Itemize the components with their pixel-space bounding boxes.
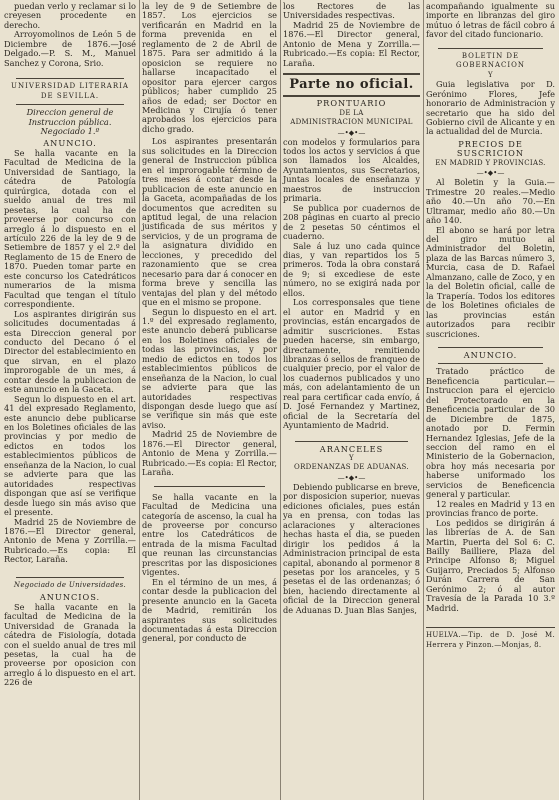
col2-paragraph: Los aspirantes presentarán sus solicitudes en la Direccion general de Instruccion pública en el improrogable término de tres meses á contar desde la publicacion de este anuncio en la Gaceta, acompañadas de los documentos que acrediten su aptitud legal, de una relacion justificada de sus méritos y servicios, y de un programa de la asignatura dividido en lecciones, y precedido del razonamiento que se crea necesario para dar á conocer en forma breve y sencilla las ventajas del plan y del método que en el mismo se propone.: [142, 136, 277, 308]
col2-paragraph: En el término de un mes, á contar desde la publicacion del presente anuncio en la Gaceta de Madrid, remitirán los aspirantes sus solicitudes documentadas á esta Direccion general, por conducto de: [142, 576, 277, 644]
col3-paragraph: Se publica por cuadernos de 208 páginas en cuarto al precio de 2 pesetas 50 céntimos el cuaderno.: [283, 202, 420, 242]
col4-anuncio-title: ANUNCIO.: [463, 349, 518, 360]
anuncios-paragraph: Se halla vacante en la facultad de Medicina de la Universidad de Granada la cátedra de Fisiología, dotada con el sueldo anual de tres mil pesetas, la cual ha de proveerse por oposicion con arreglo á lo dispuesto en el art. 226 de: [4, 601, 136, 688]
anuncios-title: ANUNCIOS.: [39, 592, 101, 603]
column-rule: [423, 0, 424, 800]
col1-top-date: Arroyomolinos de León 5 de Diciembre de 1876.—José Delgado.—P. S. M., Manuel Sanchez y Corona, Srio.: [4, 29, 136, 68]
column-rule: [280, 0, 281, 800]
direction-header: Direccion general de Instruccion pública.: [26, 107, 114, 127]
precios-title: PRECIOS DE SUSCRICION: [456, 138, 525, 159]
col4-anuncio-paragraph: Tratado práctico de Beneficencia particular.—Instruccion para el ejercicio del Protectorado en la Beneficencia particular de 30 de Diciembre de 1875, anotado por D. Fermin Hernandez Iglesias, Jefe de la seccion del ramo en el Ministerio de la Gobernacion, obra hoy más necesaria por haberse uniformado los servicios de Beneficencia general y particular.: [426, 366, 555, 500]
imprint: HUELVA.—Tip. de D. José M. Herrera y Pinzon.—Monjas, 8.: [426, 631, 555, 649]
divider: [16, 104, 124, 105]
aranceles-sub: ORDENANZAS DE ADUANAS.: [294, 463, 409, 472]
aranceles-title: ARANCELES: [319, 443, 384, 454]
ornament-divider: —•◆•—: [337, 473, 366, 482]
col3-paragraph: Debiendo publicarse en breve, por disposicion superior, nuevas ediciones oficiales, pues están ya en prensa, con todas las aclaraciones y alteraciones hechas hasta el dia, se pueden dirigir los pedidos á la Administracion principal de esta capital, abonando al pormenor 8 pesetas por los aranceles, y 5 pesetas el de las ordenanzas; ó bien, haciendo directamente al oficial de la Direccion general de Aduanas D. Juan Blas Sanjes,: [283, 481, 420, 615]
col3-top-text: los Rectores de las Universidades respectivas.: [283, 1, 420, 21]
boletin-header: BOLETIN DE GOBERNACION: [455, 51, 526, 70]
col2-date: Madrid 25 de Noviembre de 1876.—El Director general, Antonio de Mena y Zorrilla.—Rubricado.—Es copia: El Rector, Laraña.: [142, 429, 277, 478]
anuncio-date: Madrid 25 de Noviembre de 1876.—El Director general, Antonio de Mena y Zorrilla.—Rubricado.—Es copia: El Rector, Laraña.: [4, 516, 136, 565]
prontuario-sub: ADMINISTRACION MUNICIPAL: [290, 118, 413, 127]
section-title: Parte no oficial.: [289, 77, 414, 93]
column-1: [4, 2, 136, 688]
col3-paragraph: Sale á luz uno cada quince dias, y van repartidos los 5 primeros. Toda la obra constará de 9; si excediese de este número, no se exigirá nada por ellos.: [283, 240, 420, 298]
divider: [295, 441, 408, 442]
prontuario-title: PRONTUARIO: [316, 98, 387, 109]
divider: [426, 627, 555, 628]
divider: [283, 95, 420, 97]
anuncio-paragraph: Se halla vacante en la Facultad de Medicina de la Universidad de Santiago, la cátedra de Patología quirúrgica, dotada con el sueldo anual de tres mil pesetas, la cual ha de proveerse por concurso con arreglo á lo dispuesto en el artículo 226 de la ley de 9 de Setiembre de 1857 y el 2.º del Reglamento de 15 de Enero de 1870. Pueden tomar parte en este concurso los Catedráticos numerarios de la misma Facultad que tengan el título correspondiente.: [4, 147, 136, 310]
ornament-divider: —•◆•—: [476, 169, 505, 178]
col2-top-text: la ley de 9 de Setiembre de 1857. Los ejercicios se verificarán en Madrid en la forma prevenida en el reglamento de 2 de Abril de 1875. Para ser admitido á la oposicion se requiere no hallarse incapacitado el opositor para ejercer cargos públicos; haber cumplido 25 años de edad; ser Doctor en Medicina y Cirujía ó tener aprobados los ejercicios para dicho grado.: [142, 1, 277, 134]
negociado-universidades: Negociado de Universidades.: [13, 580, 127, 589]
col2-paragraph: Segun lo dispuesto en el art. 1.º del expresado reglamento, este anuncio deberá publicarse en los Boletines oficiales de todas las provincias, y por medio de edictos en todos los establecimientos públicos de enseñanza de la Nacion, lo cual se advierte para que las autoridades respectivas dispongan desde luego que así se verifique sin más que este aviso.: [142, 306, 277, 430]
university-header: UNIVERSIDAD LITERARIA DE SEVILLA.: [11, 82, 129, 100]
col4-top-text: acompañando igualmente su importe en libranzas del giro mútuo ó letras de fácil cobro á favor del citado funcionario.: [426, 1, 555, 40]
negociado-label: Negociado 1.º: [40, 125, 100, 136]
anuncio-paragraph: Los aspirantes dirigirán sus solicitudes documentadas á esta Direccion general por conducto del Decano ó el Director del establecimiento en que sirvan, en el plazo improrogable de un mes, á contar desde la publicacion de este anuncio en la Gaceta.: [4, 308, 136, 395]
col4-anuncio-paragraph: 12 reales en Madrid y 13 en provincias franco de porte.: [426, 498, 555, 519]
divider: [16, 78, 124, 79]
prontuario-sub: DE LA: [339, 108, 364, 117]
column-3: [283, 2, 420, 615]
anuncio-title: ANUNCIO.: [43, 138, 97, 149]
anuncio-paragraph: Segun lo dispuesto en el art. 41 del expresado Reglamento, este anuncio debe publicarse en los Boletines oficiales de las provincias y por medio de edictos en todos los establecimientos públicos de enseñanza de la Nacion, lo cual se advierte para que las autoridades respectivas dispongan que así se verifique desde luego sin más aviso que el presente.: [4, 393, 136, 518]
aranceles-y: Y: [349, 454, 354, 463]
col2-paragraph: Se halla vacante en la Facultad de Medicina una categoría de ascenso, la cual ha de proveerse por concurso entre los Catedráticos de entrada de la misma Facultad que reunan las circunstancias prescritas por las disposiciones vigentes.: [142, 491, 277, 578]
divider: [283, 73, 420, 75]
divider: [438, 48, 543, 49]
precios-sub: EN MADRID Y PROVINCIAS.: [435, 158, 546, 167]
divider: [154, 486, 265, 487]
col3-paragraph: Los corresponsales que tiene el autor en Madrid y en provincias, están encargados de admitir suscriciones. Estas pueden hacerse, sin embargo, directamente, remitiendo libranzas ó sellos de franqueo de cualquier precio, por el valor de los cuadernos publicados y uno más, con adelantamiento de un real para certificar cada envío, á D. José Fernandez y Martinez, oficial de la Secretaría del Ayuntamiento de Madrid.: [283, 297, 420, 431]
precios-paragraph: Al Boletin y la Guia.—Trimestre 20 reales.—Medio año 40.—Un año 70.—En Ultramar, medio año 80.—Un año 140.: [426, 177, 555, 226]
divider: [438, 347, 543, 348]
col3-paragraph: con modelos y formularios para todos los actos y servicios á que son llamados los Alcaldes, Ayuntamientos, sus Secretarios, Juntas locales de enseñanza y maestros de instruccion primaria.: [283, 136, 420, 204]
divider: [16, 577, 124, 578]
boletin-y: Y: [488, 70, 493, 79]
column-rule: [139, 0, 140, 800]
divider: [438, 363, 543, 364]
column-4: [426, 2, 555, 650]
boletin-paragraph: Guia legislativa por D. Gerónimo Flores, Jefe honorario de Administracion y secretario que ha sido del Gobierno civil de Alicante y en la actualidad del de Murcia.: [426, 79, 555, 137]
col4-anuncio-paragraph: Los pedidos se dirigirán á las librerías de A. de San Martin, Puerta del Sol 6: C. Bailly Bailliere, Plaza del Principe Alfonso 8; Miguel Guijarro, Preciados 5; Alfonso Durán Carrera de San Gerónimo 2; ó al autor Travesía de la Parada 10 3.º Madrid.: [426, 517, 555, 613]
precios-paragraph: El abono se hará por letra del giro mutuo al Administrador del Boletin, plaza de las Barcas número 3, Murcia, casa de D. Rafael Almanzano, calle de Zoco, y en la del Boletin oficial, calle de la Trapería. Todos los editores de los Boletines oficiales de las provincias están autorizados para recibir suscriciones.: [426, 224, 555, 339]
column-2: [142, 2, 277, 644]
ornament-divider: —•◆•—: [337, 128, 366, 137]
col1-top-text: puedan verlo y reclamar si lo creyesen procedente en derecho.: [4, 1, 136, 30]
col3-date: Madrid 25 de Noviembre de 1876.—El Director general, Antonio de Mena y Zorrilla.—Rubricado.—Es copia: El Rector, Laraña.: [283, 19, 420, 68]
